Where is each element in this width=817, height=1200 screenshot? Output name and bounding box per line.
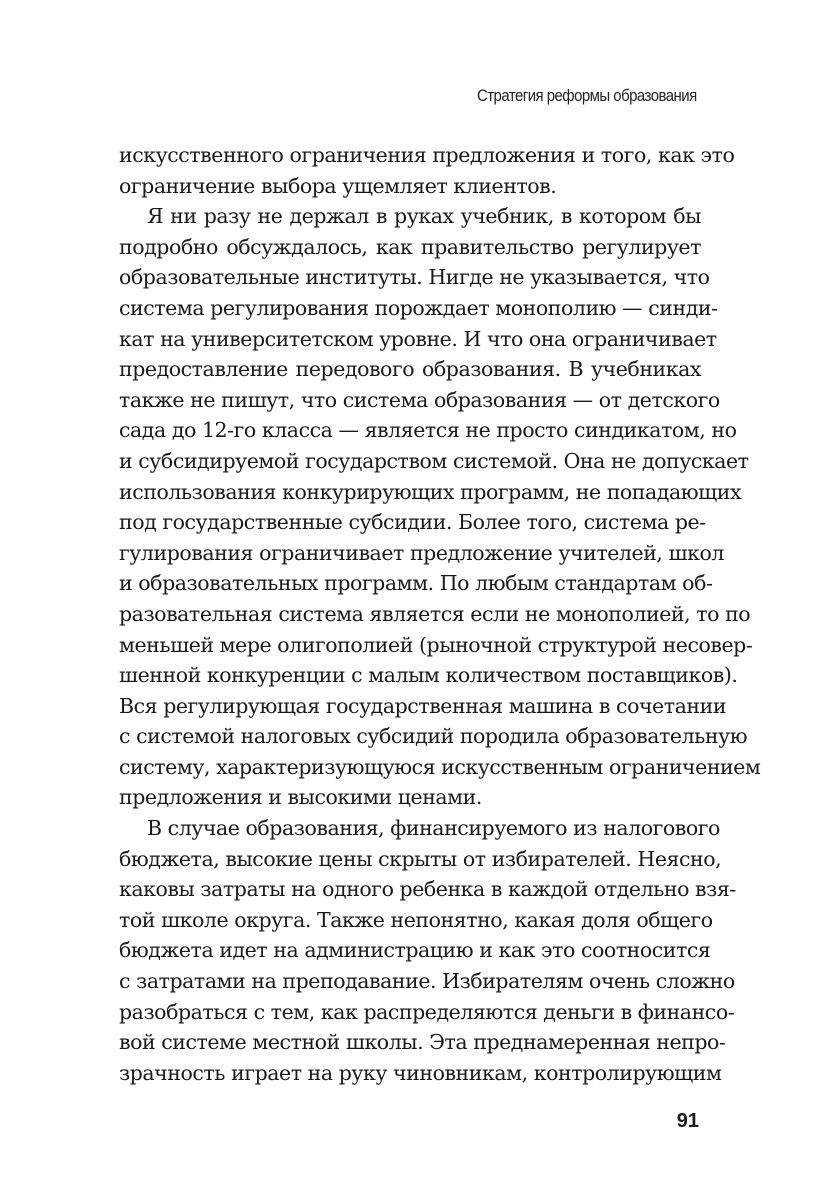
text-line: также не пишут, что система образования — от детского bbox=[119, 387, 720, 412]
text-line: и субсидируемой государством системой. Она не допускает bbox=[119, 448, 749, 473]
text-line: с системой налоговых субсидий породила образовательную bbox=[119, 724, 748, 749]
text-line: В случае образования, финансируемого из налогового bbox=[147, 816, 720, 841]
text-line: ограничение выбора ущемляет клиентов. bbox=[119, 173, 557, 198]
text-line: сада до 12-го класса — является не просто синдикатом, но bbox=[119, 418, 737, 443]
text-line: с затратами на преподавание. Избирателям очень сложно bbox=[119, 969, 735, 994]
text-line: Я ни разу не держал в руках учебник, в котором бы bbox=[147, 204, 701, 229]
text-line: под государственные субсидии. Более того, система ре- bbox=[119, 510, 706, 535]
running-header: Стратегия реформы образования bbox=[477, 86, 697, 105]
text-line: разобраться с тем, как распределяются деньги в финансо- bbox=[119, 999, 735, 1024]
text-line: гулирования ограничивает предложение учителей, школ bbox=[119, 540, 724, 565]
text-line: искусственного ограничения предложения и того, как это bbox=[119, 143, 735, 167]
body-text bbox=[119, 140, 761, 1088]
text-line: использования конкурирующих программ, не попадающих bbox=[119, 479, 742, 504]
text-line: бюджета, высокие цены скрыты от избирателей. Неясно, bbox=[119, 846, 722, 871]
text-line: и образовательных программ. По любым стандартам об- bbox=[119, 571, 713, 596]
text-line: Вся регулирующая государственная машина в сочетании bbox=[119, 693, 727, 718]
page-number: 91 bbox=[676, 1110, 699, 1132]
text-line: образовательные институты. Нигде не указывается, что bbox=[119, 265, 710, 290]
text-line: той школе округа. Также непонятно, какая доля общего bbox=[119, 907, 713, 932]
text-line: вой системе местной школы. Эта преднамеренная непро- bbox=[119, 1030, 726, 1055]
text-line: шенной конкуренции с малым количеством поставщиков). bbox=[119, 663, 738, 688]
text-line: кат на университетском уровне. И что она ограничивает bbox=[119, 326, 717, 351]
text-line: меньшей мере олигополией (рыночной структурой несовер- bbox=[119, 632, 753, 657]
text-line: систему, характеризующуюся искусственным ограничением bbox=[119, 754, 761, 779]
text-line: предоставление передового образования. В учебниках bbox=[119, 357, 701, 382]
text-line: система регулирования порождает монополию — синди- bbox=[119, 295, 718, 320]
text-line: разовательная система является если не монополией, то по bbox=[119, 601, 751, 626]
text-line: бюджета идет на администрацию и как это соотносится bbox=[119, 938, 711, 963]
text-line: предложения и высокими ценами. bbox=[119, 785, 482, 810]
text-line: зрачность играет на руку чиновникам, контролирующим bbox=[119, 1060, 722, 1085]
text-line: каковы затраты на одного ребенка в каждой отдельно взя- bbox=[119, 877, 736, 902]
text-line: подробно обсуждалось, как правительство регулирует bbox=[119, 234, 701, 259]
